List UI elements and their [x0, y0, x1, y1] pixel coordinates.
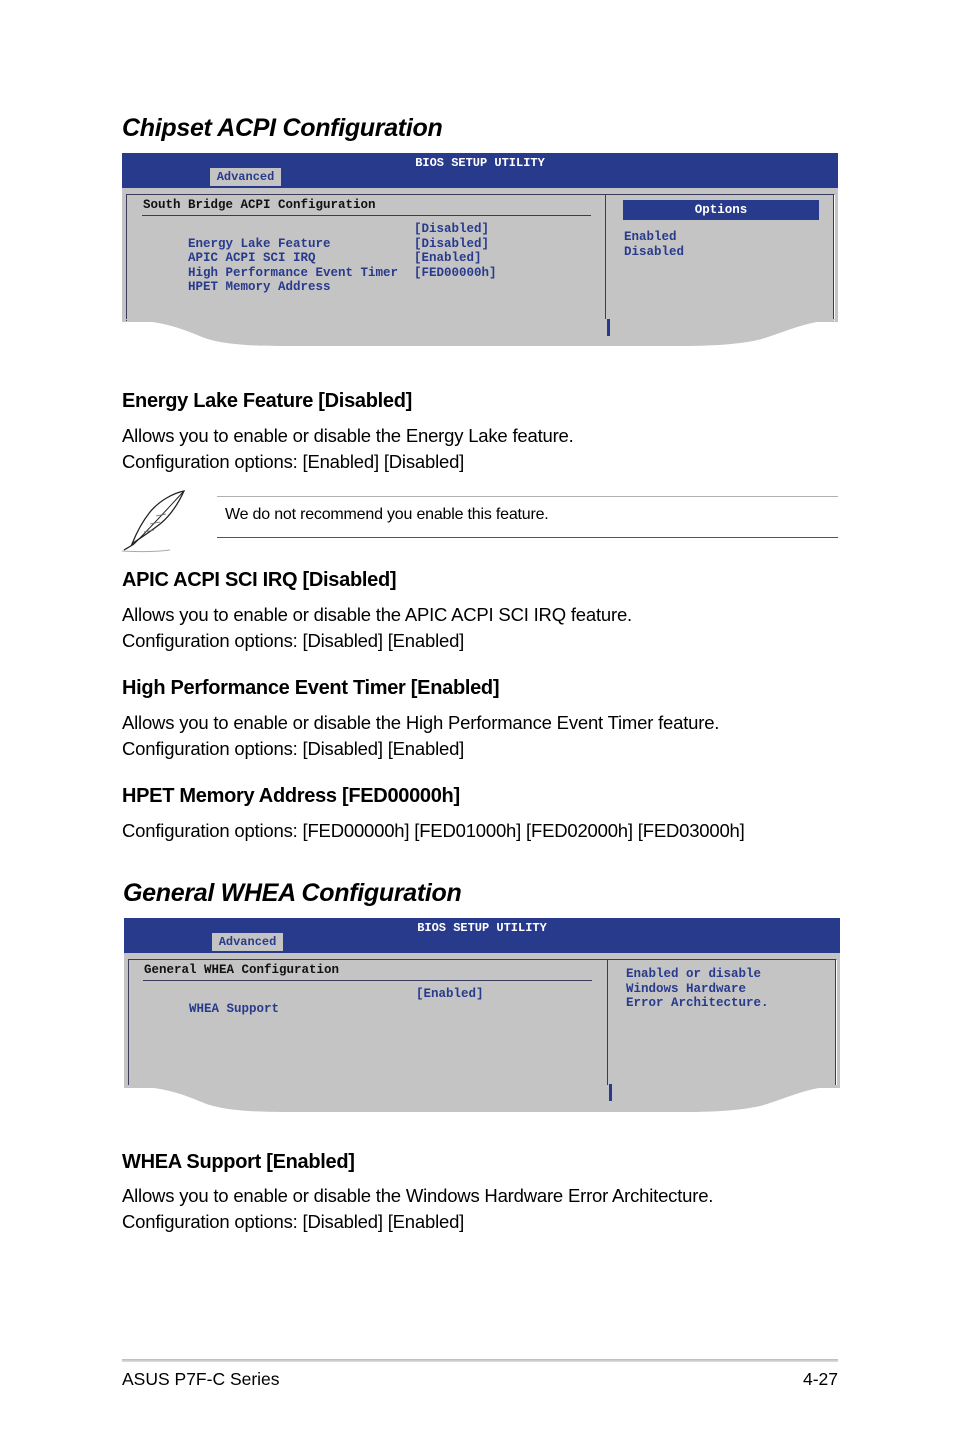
bios-utility-title: BIOS SETUP UTILITY	[417, 921, 547, 935]
section-title-general-whea: General WHEA Configuration	[123, 879, 462, 907]
apic-options: Configuration options: [Disabled] [Enabled]	[122, 630, 465, 651]
whea-desc: Allows you to enable or disable the Windows Hardware Error Architecture.	[122, 1185, 714, 1206]
bios-screen-whea	[124, 918, 840, 1112]
bios-item-hpet-memory-address[interactable]	[143, 265, 497, 324]
frame-right-edge	[835, 960, 836, 1085]
bios-item-value: [Enabled]	[414, 251, 482, 266]
bios-item-value: [Disabled]	[414, 236, 490, 251]
bios-header	[122, 153, 838, 188]
panel-heading: General WHEA Configuration	[144, 963, 340, 977]
bios-screen-chipset	[122, 153, 838, 347]
heading-apic-acpi-sci-irq: APIC ACPI SCI IRQ [Disabled]	[122, 569, 397, 591]
tab-advanced[interactable]: Advanced	[212, 933, 283, 951]
section-title-chipset-acpi: Chipset ACPI Configuration	[122, 114, 443, 142]
hpet-options: Configuration options: [Disabled] [Enabled]	[122, 738, 465, 759]
energy-lake-desc: Allows you to enable or disable the Energy Lake feature.	[122, 425, 574, 446]
bios-item-label: High Performance Event Timer	[188, 265, 399, 280]
bios-utility-title: BIOS SETUP UTILITY	[415, 156, 545, 170]
help-line-2: Windows Hardware	[626, 981, 747, 996]
bios-item-value: [Enabled]	[416, 987, 484, 1001]
heading-energy-lake: Energy Lake Feature [Disabled]	[122, 390, 412, 412]
note-text: We do not recommend you enable this feature.	[225, 506, 549, 523]
bios-header	[124, 918, 840, 953]
bios-item-value: [FED00000h]	[414, 265, 497, 280]
help-line-1: Enabled or disable	[626, 967, 762, 981]
bios-footer-wave	[124, 1085, 840, 1115]
bios-footer-marker	[609, 1084, 612, 1101]
tab-advanced[interactable]: Advanced	[210, 168, 281, 186]
heading-rule	[142, 215, 591, 216]
feather-pen-icon	[120, 488, 188, 554]
panel-divider	[607, 960, 608, 1085]
apic-desc: Allows you to enable or disable the APIC ACPI SCI IRQ feature.	[122, 604, 632, 625]
footer-product: ASUS P7F-C Series	[122, 1369, 280, 1389]
page-number: 4-27	[802, 1369, 838, 1389]
bios-footer-marker	[607, 319, 610, 336]
hpet-memory-options: Configuration options: [FED00000h] [FED01000h] [FED02000h] [FED03000h]	[122, 820, 745, 841]
heading-hpet: High Performance Event Timer [Enabled]	[122, 677, 500, 699]
heading-hpet-memory-address: HPET Memory Address [FED00000h]	[122, 785, 460, 807]
bios-body	[124, 953, 840, 1088]
footer-rule	[122, 1359, 838, 1362]
option-disabled[interactable]: Disabled	[624, 244, 685, 259]
bios-footer-wave	[122, 319, 838, 349]
panel-heading: South Bridge ACPI Configuration	[143, 198, 376, 212]
bios-item-label: Energy Lake Feature	[188, 236, 331, 251]
bios-item-label: HPET Memory Address	[188, 280, 331, 295]
bios-item-label: WHEA Support	[189, 1001, 280, 1016]
bios-body	[122, 188, 838, 322]
option-enabled[interactable]: Enabled	[624, 230, 677, 244]
help-line-3: Error Architecture.	[626, 996, 769, 1011]
heading-rule	[143, 980, 592, 981]
frame-right-edge	[833, 195, 834, 320]
options-heading: Options	[623, 200, 819, 220]
heading-whea-support: WHEA Support [Enabled]	[122, 1151, 355, 1173]
bios-item-value: [Disabled]	[414, 222, 490, 236]
bios-item-whea-support[interactable]	[144, 987, 484, 1045]
bios-item-label: APIC ACPI SCI IRQ	[188, 251, 316, 266]
energy-lake-options: Configuration options: [Enabled] [Disabled]	[122, 451, 465, 472]
hpet-desc: Allows you to enable or disable the High Performance Event Timer feature.	[122, 712, 720, 733]
note-box	[217, 496, 838, 538]
whea-options: Configuration options: [Disabled] [Enabled]	[122, 1211, 465, 1232]
panel-divider	[605, 195, 606, 320]
